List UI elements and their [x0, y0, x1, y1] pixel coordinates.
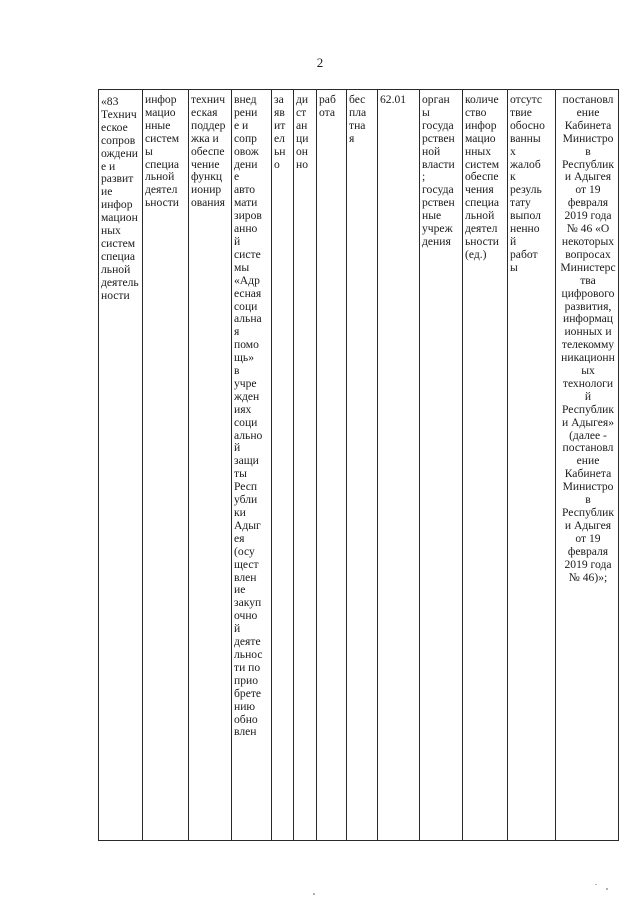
scan-speck [595, 884, 597, 885]
cell-quality-indicator: отсутс твие обосно ванны х жалоб к резуль тату выпол ненно й работ ы [507, 90, 555, 840]
cell-legal-basis: постановл ение Кабинета Министро в Республик и Адыгея от 19 февраля 2019 года № 46 «О некоторых вопросах Министерс тва цифрового развития, информац ионных и телекомму никационн ых технологи й Республик и Адыгея» (далее - постановл ение Кабинета Министро в Республик и Адыгея от 19 февраля 2019 года № 46)»; [555, 90, 620, 840]
cell-conditions: внед рени е и сопр овож дени е авто мати зиров анно й систе мы «Адр есная соци альна я помо щь» в учре жден иях соци ально й защи ты Респ убли ки Адыг ея (осу щест влен ие закуп очно й деяте льнос ти по прио брете нию обно влен [231, 90, 271, 840]
cell-okved-code: 62.01 [377, 90, 419, 840]
cell-volume-indicator: количе ство инфор мацио нных систем обеспе чения специа льной деятел ьности (ед.) [462, 90, 507, 840]
cell-form-2: ди ст ан ци он но [293, 90, 316, 840]
scan-speck [313, 893, 315, 895]
cell-service-name: «83 Технич еское сопров ождени е и развит ие инфор мацион ных систем специа льной деятель ности [101, 95, 139, 302]
cell-type: раб ота [316, 90, 346, 840]
registry-table-row [98, 89, 619, 841]
cell-payment: бес пла тна я [346, 90, 377, 840]
cell-form-1: за яв ит ел ьн о [271, 90, 293, 840]
scan-speck [606, 888, 608, 890]
cell-content: технич еская поддер жка и обеспе чение функц ионир ования [188, 90, 231, 840]
page-number: 2 [316, 55, 324, 70]
cell-consumers: орган ы госуда рствен ной власти ; госуда рствен ные учреж дения [419, 90, 462, 840]
cell-category: инфор мацио нные систем ы специа льной деятел ьности [142, 90, 188, 840]
